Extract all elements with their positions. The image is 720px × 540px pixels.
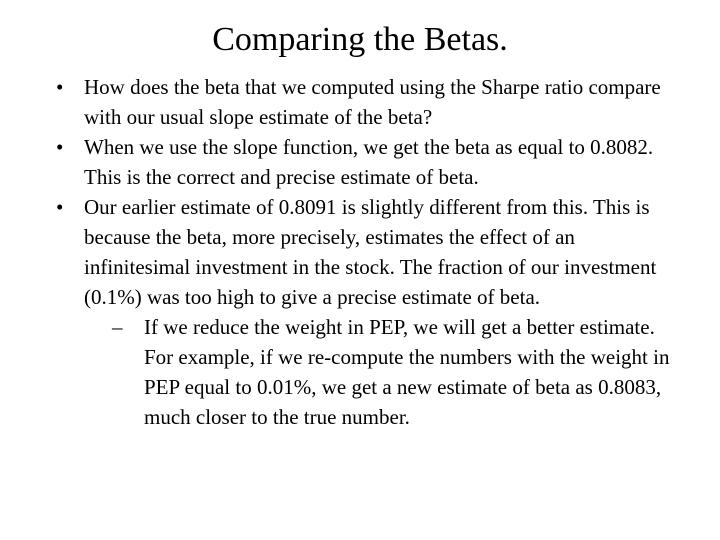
bullet-text: Our earlier estimate of 0.8091 is slightly different from this. This is because the beta, more precisely, estimates the effect of an infinitesimal investment in the stock. The fraction of our investment (0.1%) was too high to give a precise estimate of beta.: [84, 195, 657, 309]
bullet-marker: •: [56, 75, 64, 99]
bullet-marker: •: [56, 135, 64, 159]
bullet-item-2: [50, 132, 670, 192]
bullet-item-1: [50, 72, 670, 132]
bullet-item-3: [50, 192, 670, 312]
slide-title: Comparing the Betas.: [212, 21, 508, 58]
slide-body: [50, 72, 670, 432]
sub-bullet-item-1: [50, 312, 670, 432]
bullet-text: How does the beta that we computed using the Sharpe ratio compare with our usual slope estimate of the beta?: [84, 75, 661, 129]
bullet-marker: •: [56, 195, 64, 219]
sub-bullet-marker: –: [112, 315, 123, 339]
bullet-text: When we use the slope function, we get the beta as equal to 0.8082. This is the correct and precise estimate of beta.: [84, 135, 654, 189]
sub-bullet-text: If we reduce the weight in PEP, we will get a better estimate. For example, if we re-compute the numbers with the weight in PEP equal to 0.01%, we get a new estimate of beta as 0.8083, much closer to the true number.: [144, 315, 670, 429]
